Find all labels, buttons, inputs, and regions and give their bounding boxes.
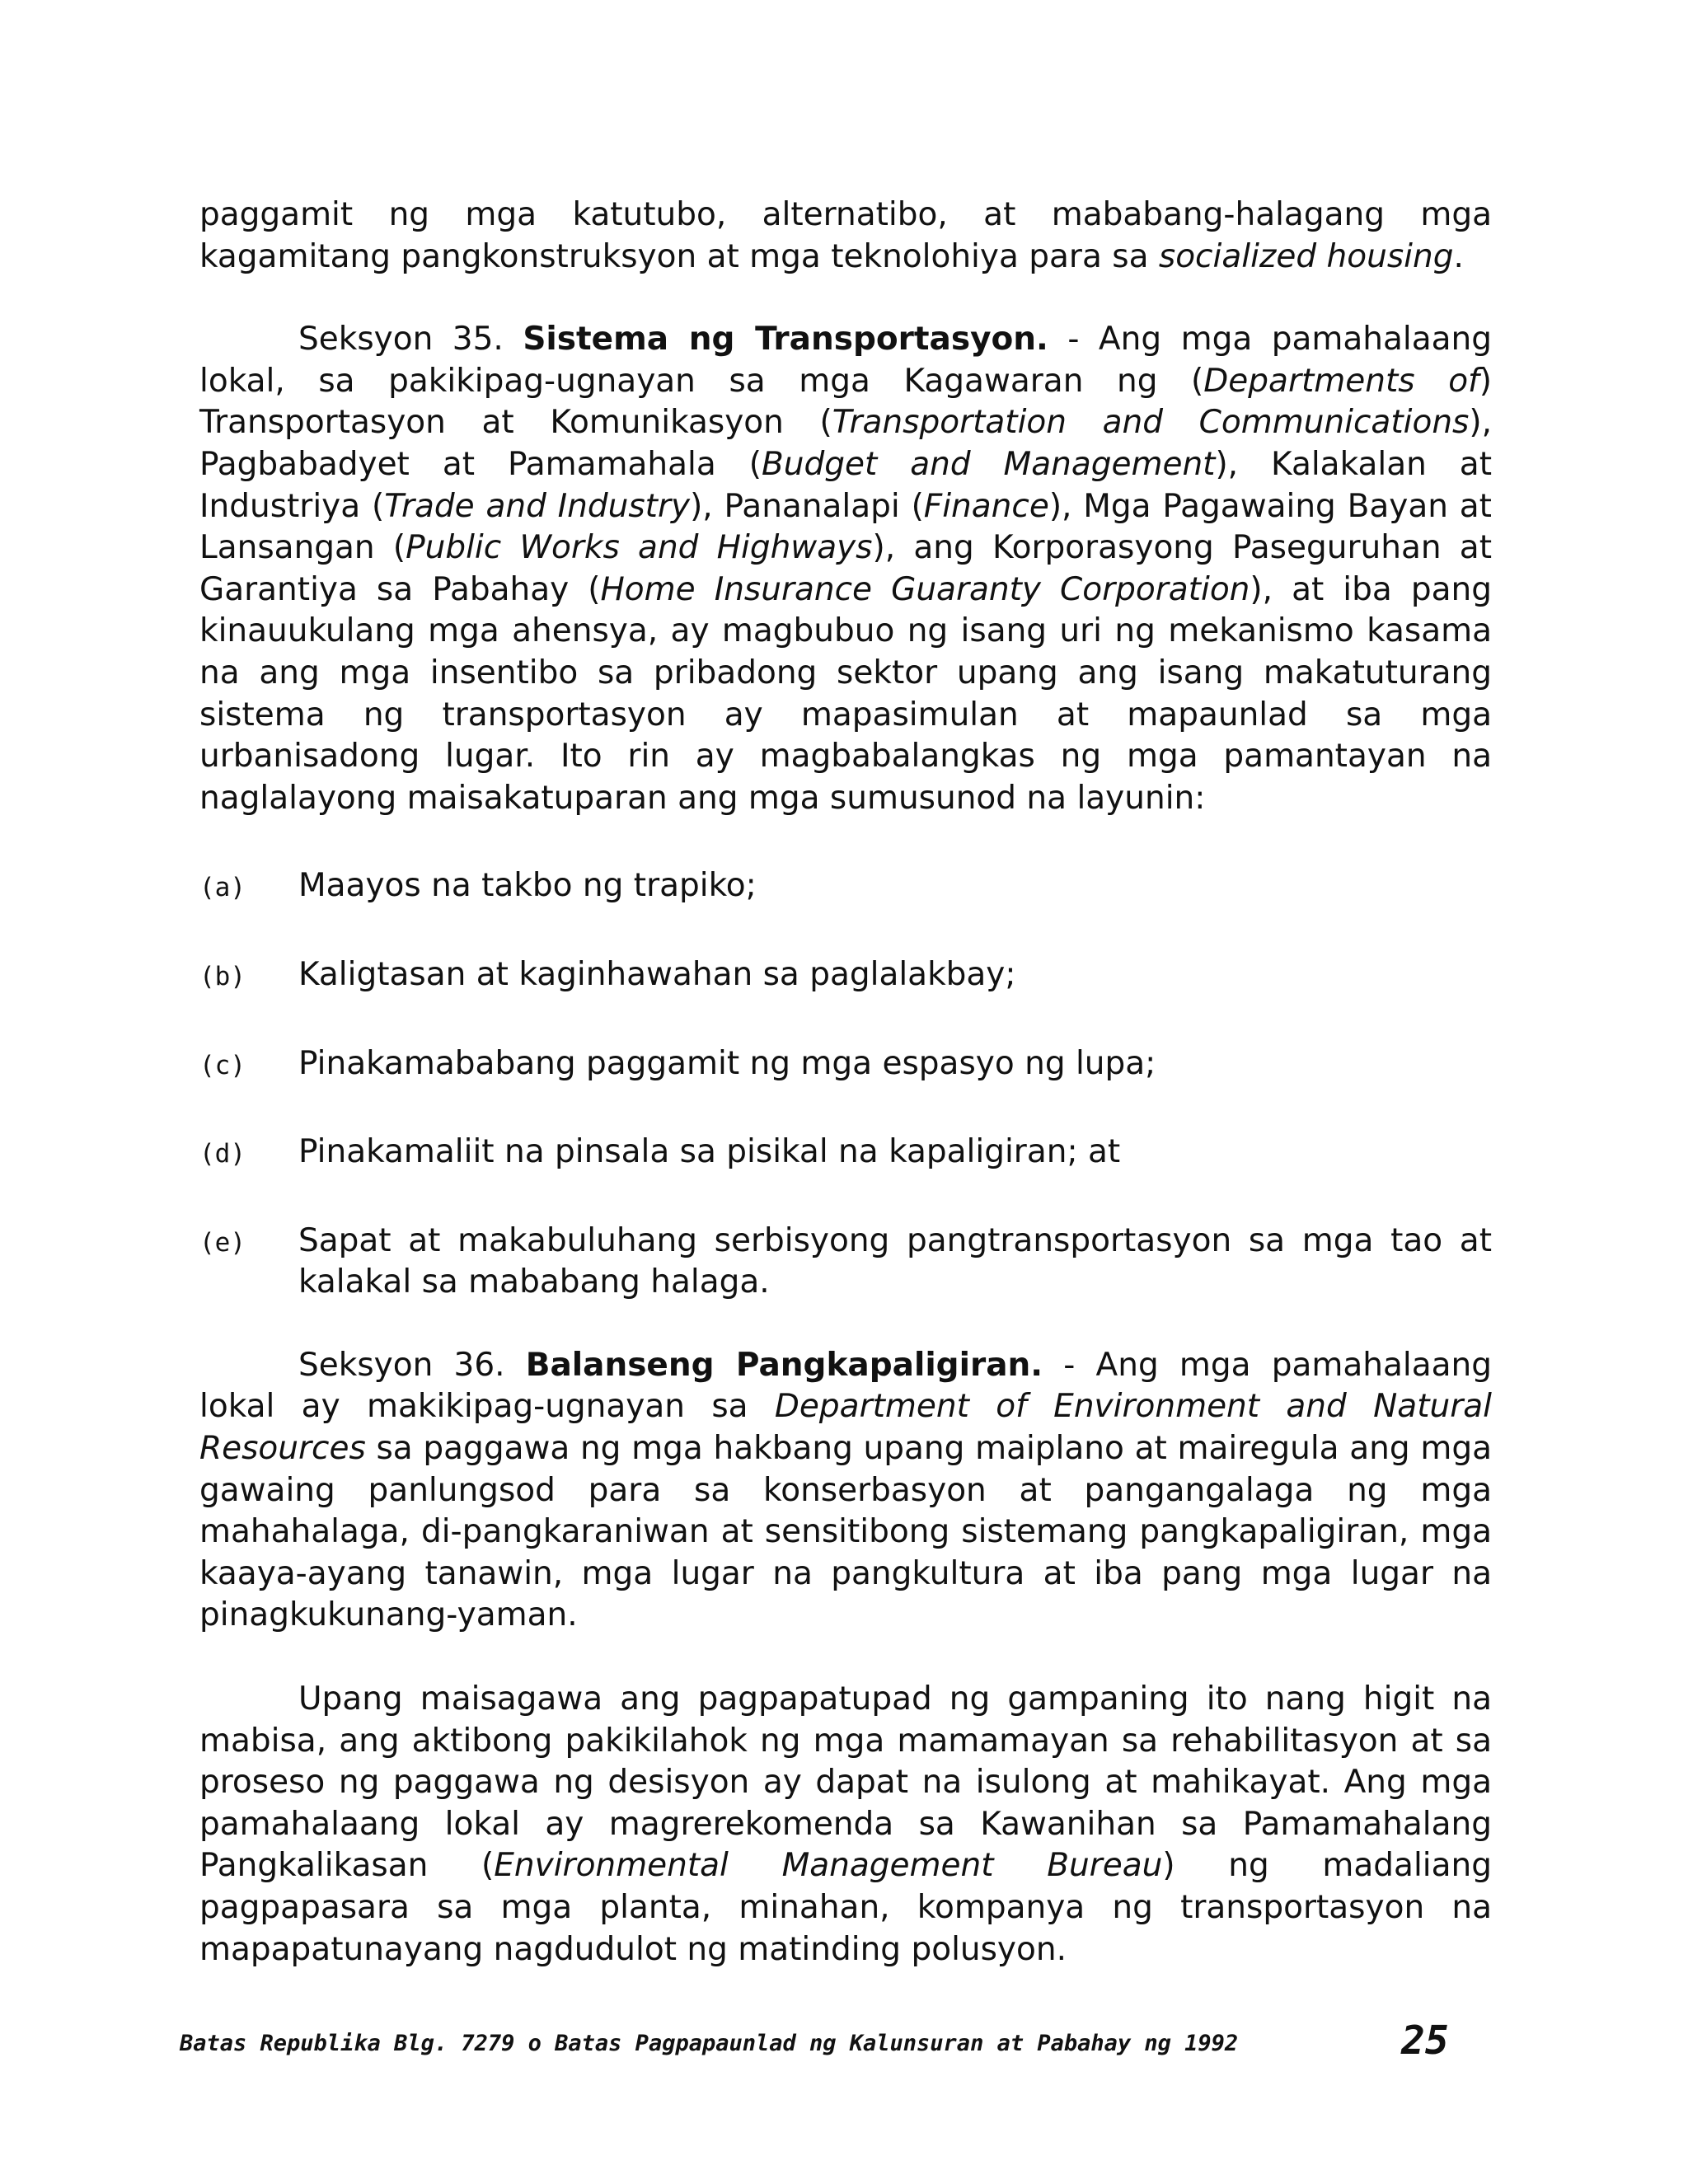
list-item-text: Pinakamababang paggamit ng mga espasyo ng lupa; xyxy=(298,1044,1156,1082)
list-item-text: Sapat at makabuluhang serbisyong pangtransportasyon sa mga tao at kalakal sa mababang halaga. xyxy=(298,1221,1492,1301)
section-title: Balanseng Pangkapaligiran. xyxy=(525,1346,1043,1384)
section-35: Seksyon 35. Sistema ng Transportasyon. - Ang mga pamahalaang lokal, sa pakikipag-ugnayan sa mga Kagawaran ng (Departments of) Transportasyon at Komunikasyon (Transportation and Communications), Pagbabadyet at Pamamahala (Budget and Management), Kalakalan at Industriya (Trade and Industry), Pananalapi (Finance), Mga Pagawaing Bayan at Lansangan (Public Works and Highways), ang Korporasyong Paseguruhan at Garantiya sa Pabahay (Home Insurance Guaranty Corporation), at iba pang kinauukulang mga ahensya, ay magbubuo ng isang uri ng mekanismo kasama na ang mga insentibo sa pribadong sektor upang ang isang makatuturang sistema ng transportasyon ay mapasimulan at mapaunlad sa mga urbanisadong lugar. Ito rin ay magbabalangkas ng mga pamantayan na naglalayong maisakatuparan ang mga sumusunod na layunin: xyxy=(199,321,1492,817)
document-body xyxy=(199,194,1492,1971)
paragraph-continuation: paggamit ng mga katutubo, alternatibo, at mababang-halagang mga kagamitang pangkonstruksyon at mga teknolohiya para sa socialized housing. xyxy=(199,196,1492,275)
list-item-letter: (e) xyxy=(199,1227,246,1258)
list-item-text: Kaligtasan at kaginhawahan sa paglalakbay; xyxy=(298,955,1016,993)
list-item xyxy=(199,865,1492,909)
list-item-letter: (c) xyxy=(199,1050,246,1080)
section-title: Sistema ng Transportasyon. xyxy=(523,321,1048,359)
list-item-letter: (b) xyxy=(199,961,246,991)
list-item xyxy=(199,1221,1492,1304)
list-item-letter: (d) xyxy=(199,1139,246,1169)
paragraph-implementation: Upang maisagawa ang pagpapatupad ng gampaning ito nang higit na mabisa, ang aktibong pakikilahok ng mga mamamayan sa rehabilitasyon at sa proseso ng paggawa ng desisyon ay dapat na isulong at mahikayat. Ang mga pamahalaang lokal ay magrerekomenda sa Kawanihan sa Pamamahalang Pangkalikasan (Environmental Management Bureau) ng madaliang pagpapasara sa mga planta, minahan, kompanya ng transportasyon na mapapatunayang nagdudulot ng matinding polusyon. xyxy=(199,1680,1492,1968)
page-footer: Batas Republika Blg. 7279 o Batas Pagpapaunlad ng Kalunsuran at Pabahay ng 1992 xyxy=(180,2031,1239,2056)
section-36: Seksyon 36. Balanseng Pangkapaligiran. - Ang mga pamahalaang lokal ay makikipag-ugnayan sa Department of Environment and Natural Resources sa paggawa ng mga hakbang upang maiplano at mairegula ang mga gawaing panlungsod para sa konserbasyon at pangangalaga ng mga mahahalaga, di-pangkaraniwan at sensitibong sistemang pangkapaligiran, mga kaaya-ayang tanawin, mga lugar na pangkultura at iba pang mga lugar na pinagkukunang-yaman. xyxy=(199,1346,1492,1634)
list-item-text: Pinakamaliit na pinsala sa pisikal na kapaligiran; at xyxy=(298,1133,1121,1171)
section-label: Seksyon 36. xyxy=(298,1346,526,1384)
list-item xyxy=(199,1132,1492,1175)
section-label: Seksyon 35. xyxy=(298,321,523,359)
list-item xyxy=(199,1043,1492,1087)
list-item-letter: (a) xyxy=(199,873,246,903)
list-item-text: Maayos na takbo ng trapiko; xyxy=(298,867,757,905)
list-item xyxy=(199,954,1492,998)
page-number: 25 xyxy=(1401,2018,1449,2064)
